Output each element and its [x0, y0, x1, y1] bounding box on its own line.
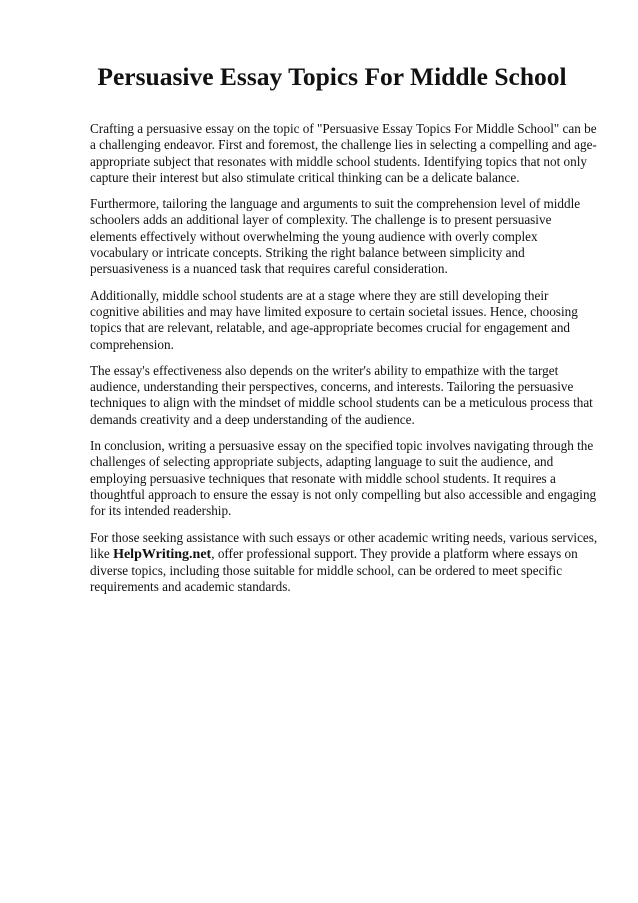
paragraph-language: Furthermore, tailoring the language and arguments to suit the comprehension level of middle schoolers adds an additional layer of complexity. The challenge is to present persuasive elements effectively without overwhelming the young audience with overly complex vocabulary or intricate concepts. Striking the right balance between simplicity and persuasiveness is a nuanced task that requires careful consideration.: [90, 196, 581, 277]
paragraph-cognitive: Additionally, middle school students are at a stage where they are still developing their cognitive abilities and may have limited exposure to certain societal issues. Hence, choosing topics that are relevant, relatable, and age-appropriate becomes crucial for engagement and comprehension.: [90, 287, 578, 352]
paragraph-intro: Crafting a persuasive essay on the topic of "Persuasive Essay Topics For Middle School" can be a challenging endeavor. First and foremost, the challenge lies in selecting a compelling and age-appropriate subject that resonates with middle school students. Identifying topics that not only capture their interest but also stimulate critical thinking can be a delicate balance.: [90, 121, 597, 185]
document-title: Persuasive Essay Topics For Middle School: [97, 62, 567, 91]
services-text-after: , offer professional support. They provide a platform where essays on diverse topics, including those suitable for middle school, can be ordered to meet specific requirements and academic standards.: [90, 545, 578, 595]
paragraph-services: [90, 530, 598, 596]
services-text-before: For those seeking assistance with such essays or other academic writing needs, various services, like: [90, 529, 598, 561]
paragraph-empathy: The essay's effectiveness also depends on the writer's ability to empathize with the target audience, understanding their perspectives, concerns, and interests. Tailoring the persuasive techniques to align with the mindset of middle school students can be a meticulous process that demands creativity and a deep understanding of the audience.: [90, 362, 593, 427]
paragraph-conclusion: In conclusion, writing a persuasive essay on the specified topic involves navigating through the challenges of selecting appropriate subjects, adapting language to suit the audience, and employing persuasive techniques that resonate with middle school students. It requires a thoughtful approach to ensure the essay is not only compelling but also accessible and engaging for its intended readership.: [90, 438, 597, 519]
document-body: [90, 121, 598, 606]
helpwriting-link[interactable]: HelpWriting.net: [113, 546, 212, 562]
